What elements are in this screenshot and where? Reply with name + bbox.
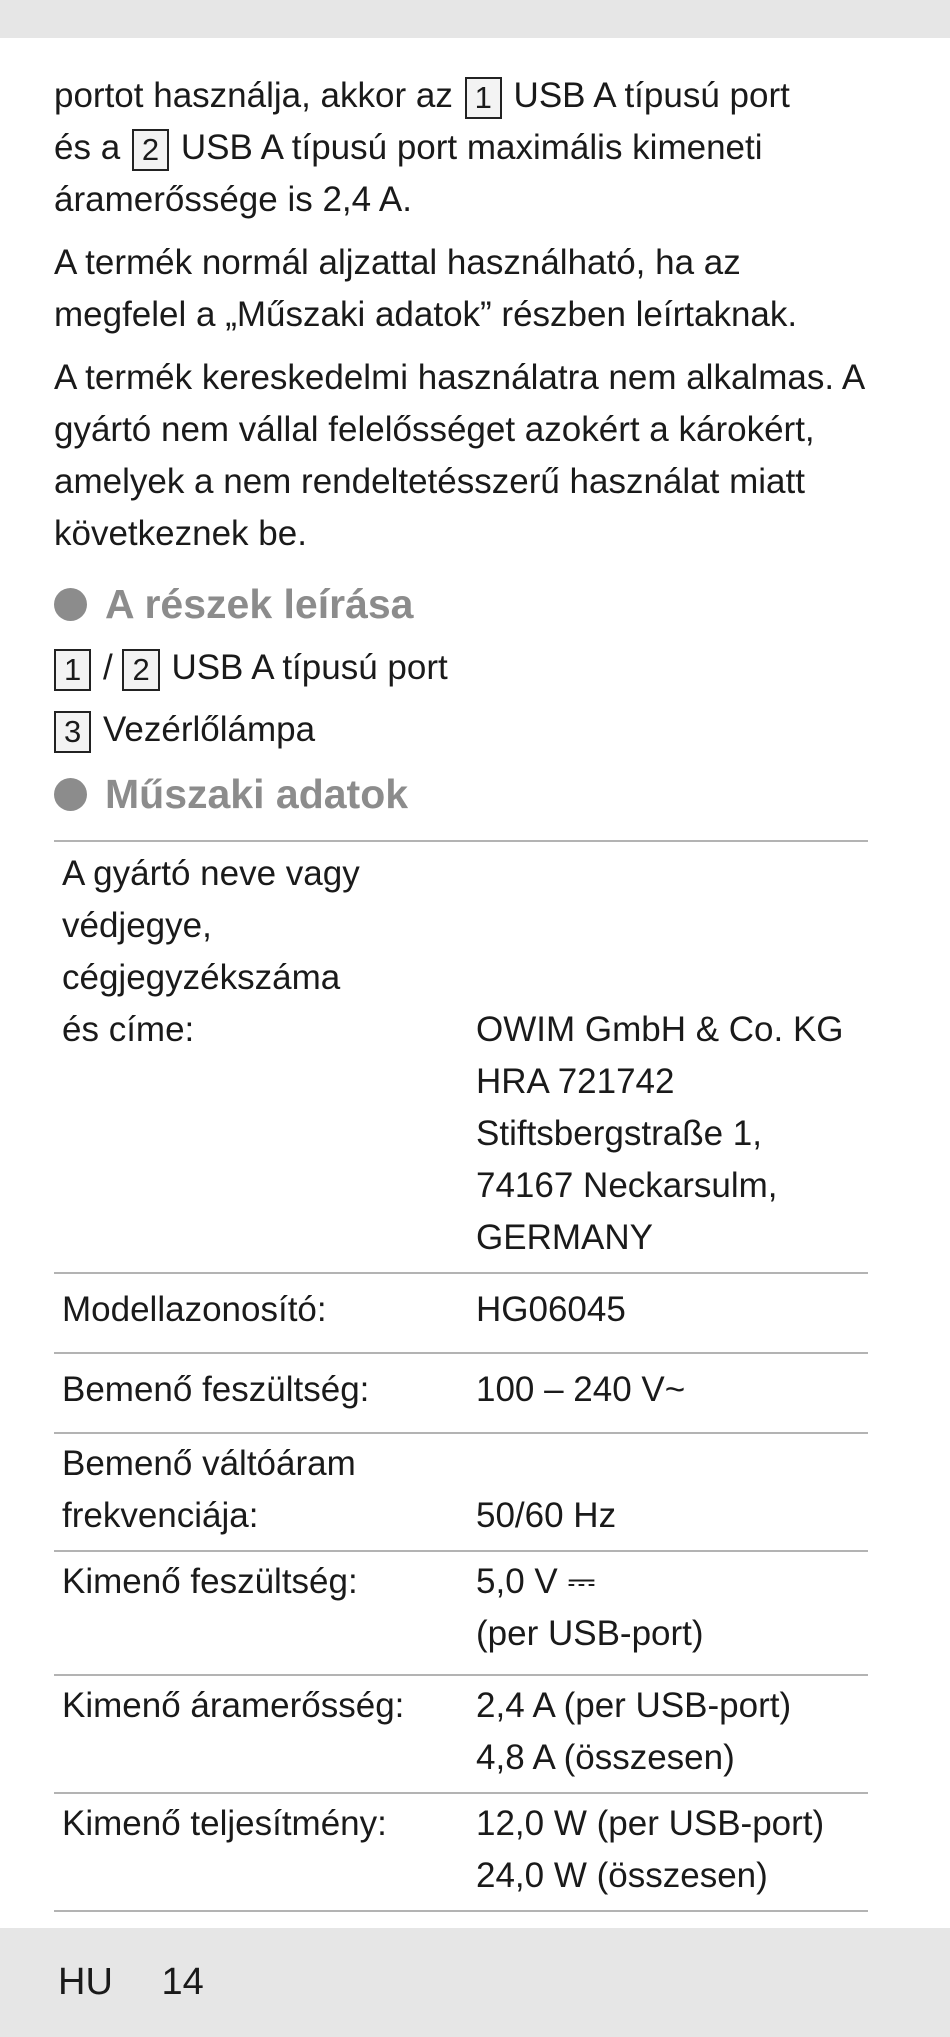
spec-label-line: Bemenő váltóáram	[62, 1444, 356, 1483]
intro-paragraph-3: A termék kereskedelmi használatra nem alkalmas. A gyártó nem vállal felelősséget azokért a károkért, amelyek a nem rendeltetésszerű használat miatt következnek be.	[54, 358, 864, 553]
part-label: Vezérlőlámpa	[102, 710, 316, 749]
section-title: A részek leírása	[105, 581, 414, 627]
part-label: USB A típusú port	[171, 648, 448, 687]
intro-text: áramerőssége is 2,4 A.	[54, 180, 412, 219]
spec-value-line: 74167 Neckarsulm,	[476, 1166, 778, 1205]
intro-text: USB A típusú port	[513, 76, 790, 115]
table-row	[54, 841, 868, 1273]
part-number-box: 1	[465, 77, 502, 119]
spec-value-line: HRA 721742	[476, 1062, 675, 1101]
spec-value	[468, 841, 868, 1273]
spec-value-line: 5,0 V ⎓	[476, 1562, 596, 1601]
table-row	[54, 1793, 868, 1911]
spec-value-line: 12,0 W (per USB-port)	[476, 1804, 825, 1843]
table-row	[54, 1551, 868, 1675]
part-number-box: 3	[54, 711, 91, 753]
spec-value-line: 2,4 A (per USB-port)	[476, 1686, 792, 1725]
spec-label-line: védjegye,	[62, 906, 212, 945]
page-footer	[58, 1957, 242, 2007]
table-row	[54, 1273, 868, 1353]
spec-label: Bemenő feszültség:	[54, 1353, 468, 1433]
spec-label-line: cégjegyzékszáma	[62, 958, 341, 997]
language-code: HU	[58, 1961, 113, 2003]
spec-value: 50/60 Hz	[468, 1433, 868, 1551]
spec-label-line: és címe:	[62, 1010, 195, 1049]
page-number: 14	[161, 1961, 204, 2003]
spec-value-line: OWIM GmbH & Co. KG	[476, 1010, 844, 1049]
top-bar	[0, 0, 950, 38]
spec-value-line: Stiftsbergstraße 1,	[476, 1114, 762, 1153]
part-separator: /	[102, 648, 113, 687]
table-row	[54, 1353, 868, 1433]
parts-list-item	[54, 642, 874, 694]
intro-text: portot használja, akkor az	[54, 76, 453, 115]
spec-label-line: frekvenciája:	[62, 1496, 259, 1535]
spec-value	[468, 1551, 868, 1675]
spec-value-line: (per USB-port)	[476, 1614, 704, 1653]
spec-label-line: A gyártó neve vagy	[62, 854, 360, 893]
section-heading-specs	[54, 766, 874, 822]
specs-table	[54, 840, 868, 1912]
bullet-icon	[54, 778, 87, 811]
spec-label: Modellazonosító:	[54, 1273, 468, 1353]
page-content	[54, 70, 874, 1912]
spec-label: Kimenő teljesítmény:	[54, 1793, 468, 1911]
spec-value-line: 24,0 W (összesen)	[476, 1856, 768, 1895]
spec-value-line: 4,8 A (összesen)	[476, 1738, 735, 1777]
part-number-box: 2	[122, 649, 159, 691]
section-heading-parts	[54, 576, 874, 632]
spec-value	[468, 1675, 868, 1793]
part-number-box: 1	[54, 649, 91, 691]
intro-text: és a	[54, 128, 121, 167]
part-number-box: 2	[132, 129, 169, 171]
intro-text: USB A típusú port maximális kimeneti	[180, 128, 763, 167]
spec-value-line: GERMANY	[476, 1218, 653, 1257]
bullet-icon	[54, 588, 87, 621]
spec-label: Kimenő áramerősség:	[54, 1675, 468, 1793]
spec-label	[54, 1433, 468, 1551]
spec-label	[54, 841, 468, 1273]
section-title: Műszaki adatok	[105, 771, 409, 817]
table-row	[54, 1675, 868, 1793]
intro-paragraph-2: A termék normál aljzattal használható, ha az megfelel a „Műszaki adatok” részben leírtaknak.	[54, 243, 798, 334]
spec-label: Kimenő feszültség:	[54, 1551, 468, 1675]
spec-value	[468, 1793, 868, 1911]
spec-value: HG06045	[468, 1273, 868, 1353]
intro-paragraph-1	[54, 70, 874, 226]
parts-list-item	[54, 704, 874, 756]
table-row	[54, 1433, 868, 1551]
spec-value: 100 – 240 V~	[468, 1353, 868, 1433]
